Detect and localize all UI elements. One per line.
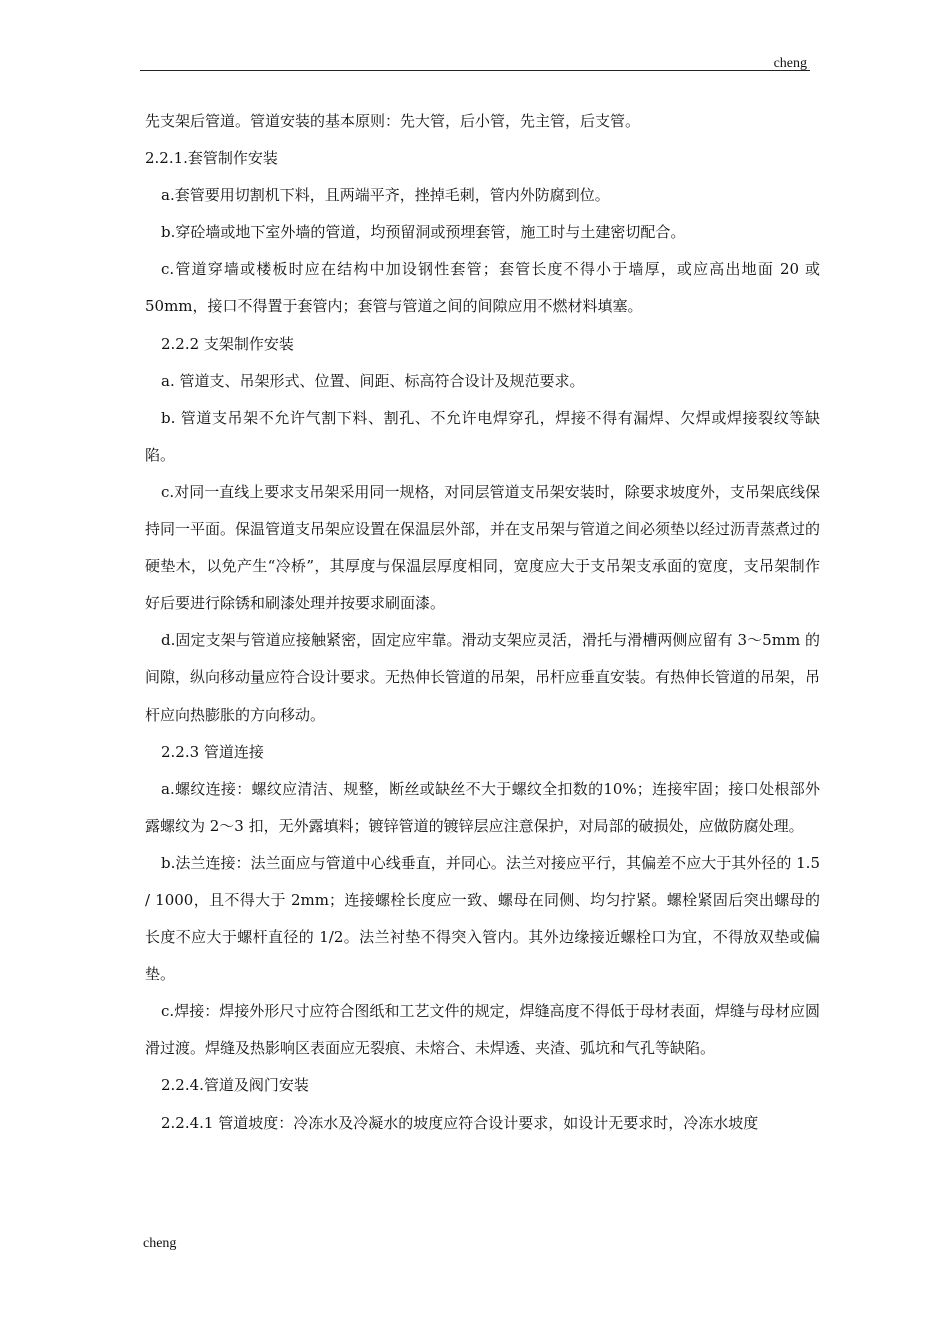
body-paragraph: a.套管要用切割机下料，且两端平齐，挫掉毛刺，管内外防腐到位。 (161, 186, 610, 205)
body-paragraph: d.固定支架与管道应接触紧密，固定应牢靠。滑动支架应灵活，滑托与滑槽两侧应留有 3～5mm 的间隙，纵向移动量应符合设计要求。无热伸长管道的吊架，吊杆应垂直安装。有热伸长管道的吊架，吊杆应向热膨胀的方向移动。 (145, 631, 821, 724)
body-paragraph: c.管道穿墙或楼板时应在结构中加设钢性套管；套管长度不得小于墙厚，或应高出地面 20 或 50mm，接口不得置于套管内；套管与管道之间的间隙应用不燃材料填塞。 (145, 260, 820, 316)
body-paragraph: 2.2.4.管道及阀门安装 (161, 1076, 309, 1095)
body-paragraph: a. 管道支、吊架形式、位置、间距、标高符合设计及规范要求。 (161, 371, 585, 390)
body-paragraph: b.法兰连接：法兰面应与管道中心线垂直，并同心。法兰对接应平行，其偏差不应大于其外径的 1.5 / 1000，且不得大于 2mm；连接螺栓长度应一致、螺母在同侧、均匀拧紧。螺栓紧固后突出螺母的长度不应大于螺杆直径的 1/2。法兰衬垫不得突入管内。其外边缘接近螺栓口为宜，不得放双垫或偏垫。 (145, 853, 820, 984)
body-paragraph: 2.2.1.套管制作安装 (145, 149, 278, 168)
page-footer-text: cheng (143, 1236, 177, 1251)
body-paragraph: b.穿砼墙或地下室外墙的管道，均预留洞或预埋套管，施工时与土建密切配合。 (161, 223, 686, 242)
body-paragraph: 2.2.2 支架制作安装 (161, 334, 294, 353)
body-paragraph: a.螺纹连接：螺纹应清洁、规整，断丝或缺丝不大于螺纹全扣数的10%；连接牢固；接口处根部外露螺纹为 2～3 扣，无外露填料；镀锌管道的镀锌层应注意保护，对局部的破损处，应做防腐处理。 (145, 779, 820, 835)
body-paragraph: b. 管道支吊架不允许气割下料、割孔、不允许电焊穿孔，焊接不得有漏焊、欠焊或焊接裂纹等缺陷。 (145, 408, 820, 464)
header-divider (140, 70, 810, 71)
page-header-text: cheng (773, 56, 807, 71)
body-paragraph: 2.2.3 管道连接 (161, 742, 264, 761)
body-paragraph: 先支架后管道。管道安装的基本原则：先大管，后小管，先主管，后支管。 (145, 112, 641, 130)
body-paragraph: c.对同一直线上要求支吊架采用同一规格，对同层管道支吊架安装时，除要求坡度外，支吊架底线保持同一平面。保温管道支吊架应设置在保温层外部，并在支吊架与管道之间必须垫以经过沥青蒸煮过的硬垫木，以免产生“冷桥”，其厚度与保温层厚度相同，宽度应大于支吊架支承面的宽度，支吊架制作好后要进行除锈和刷漆处理并按要求刷面漆。 (145, 482, 821, 613)
body-paragraph: 2.2.4.1 管道坡度：冷冻水及冷凝水的坡度应符合设计要求，如设计无要求时，冷冻水坡度 (161, 1113, 759, 1132)
document-body (145, 103, 820, 1142)
body-paragraph: c.焊接：焊接外形尺寸应符合图纸和工艺文件的规定，焊缝高度不得低于母材表面，焊缝与母材应圆滑过渡。焊缝及热影响区表面应无裂痕、未熔合、未焊透、夹渣、弧坑和气孔等缺陷。 (145, 1002, 820, 1058)
